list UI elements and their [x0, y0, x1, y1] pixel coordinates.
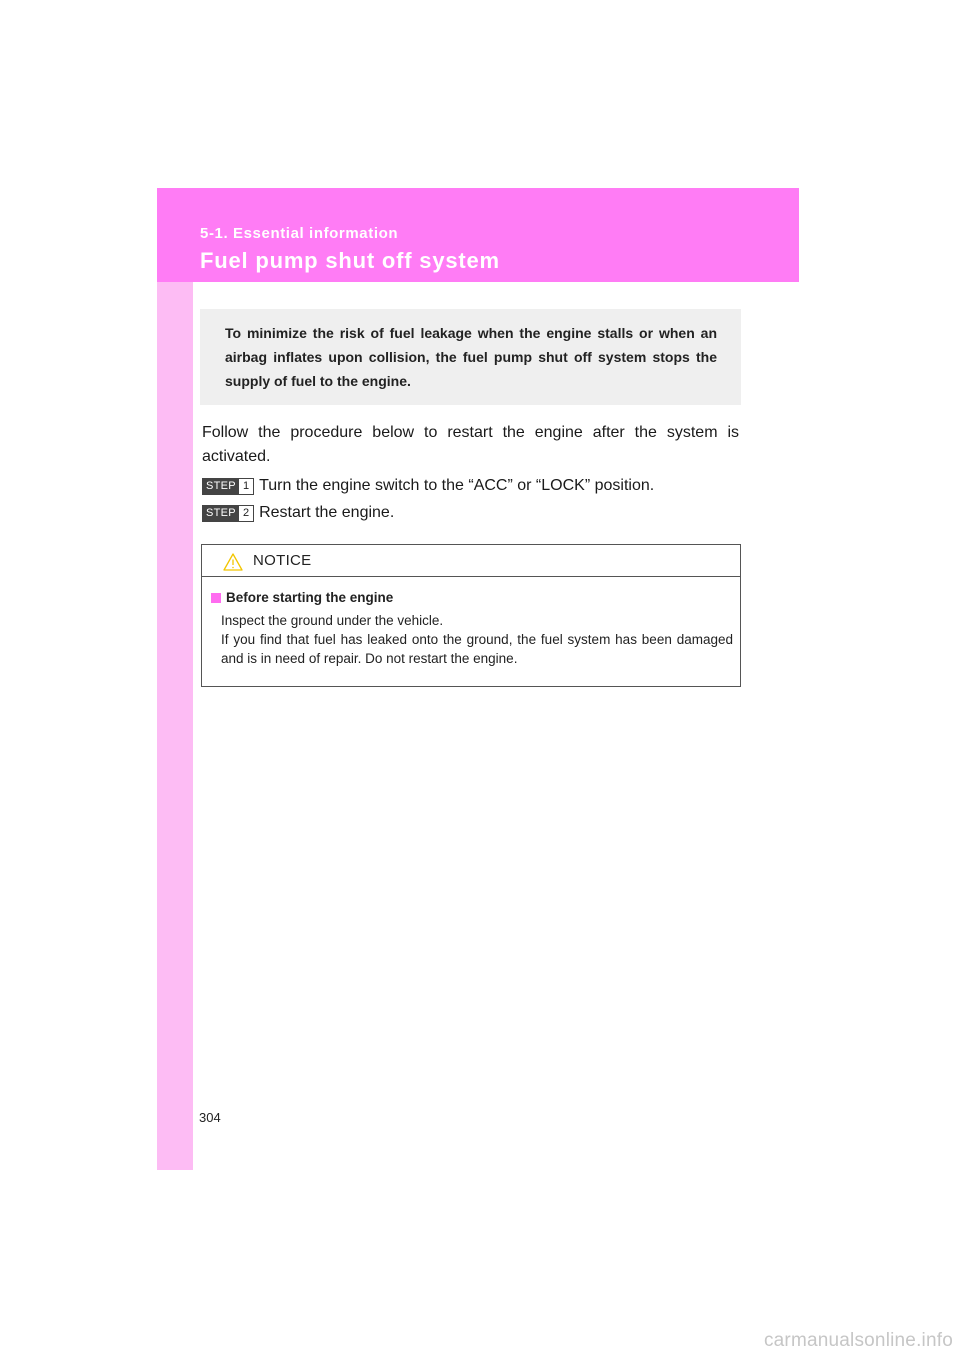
section-label: 5-1. Essential information	[200, 225, 399, 242]
page-number: 304	[199, 1110, 221, 1125]
notice-title: NOTICE	[253, 552, 312, 569]
warning-triangle-icon	[223, 553, 243, 576]
step-number: 2	[239, 506, 253, 521]
page-title: Fuel pump shut off system	[200, 248, 500, 273]
notice-header	[202, 545, 740, 577]
step-badge	[202, 505, 254, 522]
intro-text: To minimize the risk of fuel leakage when the engine stalls or when an airbag inflates upon collision, the fuel pump shut off system stops the supply of fuel to the engine.	[225, 325, 717, 389]
notice-box	[201, 544, 741, 687]
step-number: 1	[239, 479, 253, 494]
notice-body	[202, 577, 740, 668]
step-word: STEP	[203, 506, 239, 521]
notice-text: Inspect the ground under the vehicle. If you find that fuel has leaked onto the ground, the fuel system has been damaged and is in need of repair. Do not restart the engine.	[221, 613, 733, 666]
watermark: carmanualsonline.info	[763, 1330, 953, 1351]
square-bullet-icon	[211, 593, 221, 603]
step-word: STEP	[203, 479, 239, 494]
intro-box	[200, 309, 741, 405]
step-1	[202, 477, 654, 495]
body-paragraph: Follow the procedure below to restart the engine after the system is activated.	[202, 424, 739, 465]
step-badge	[202, 478, 254, 495]
step-text: Turn the engine switch to the “ACC” or “LOCK” position.	[259, 477, 655, 494]
step-2	[202, 504, 394, 522]
side-strip	[157, 188, 193, 1170]
step-text: Restart the engine.	[259, 504, 395, 521]
notice-subheading-text: Before starting the engine	[226, 590, 394, 605]
notice-subheading	[211, 590, 733, 605]
